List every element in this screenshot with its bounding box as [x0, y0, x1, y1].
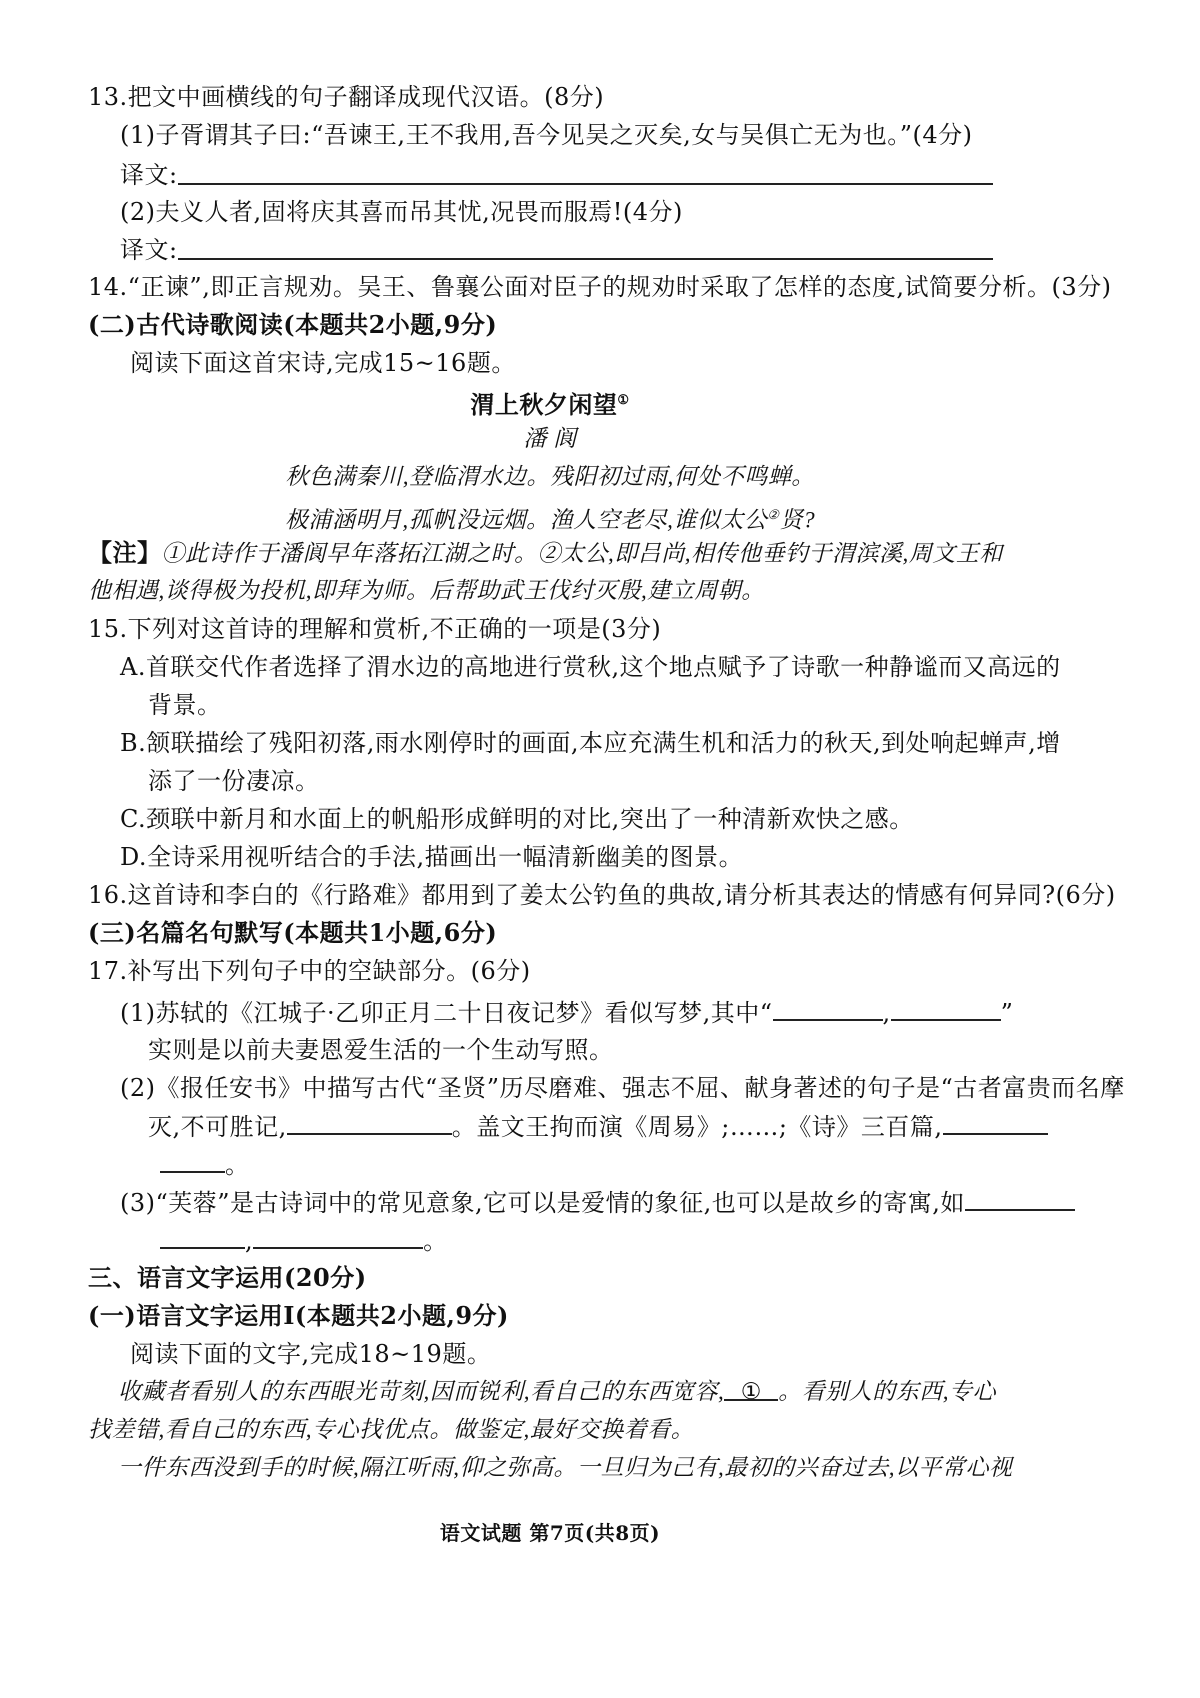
- q18-intro: 阅读下面的文字,完成18~19题。: [130, 1340, 492, 1368]
- q15-option-a[interactable]: A.首联交代作者选择了渭水边的高地进行赏秋,这个地点赋予了诗歌一种静谧而又高远的: [120, 653, 1061, 681]
- q15-option-c[interactable]: C.颈联中新月和水面上的帆船形成鲜明的对比,突出了一种清新欢快之感。: [120, 805, 914, 833]
- part-3-heading: 三、语言文字运用(20分): [88, 1263, 367, 1292]
- q13-label-2: 译文:: [120, 236, 178, 264]
- q17-item-2: (2)《报任安书》中描写古代“圣贤”历尽磨难、强志不屈、献身著述的句子是“古者富贵而名摩: [120, 1074, 1125, 1102]
- blank-3a[interactable]: [965, 1185, 1075, 1211]
- q15-option-b-cont: 添了一份凄凉。: [148, 767, 320, 795]
- page-footer: 语文试题 第7页(共8页): [439, 1521, 661, 1545]
- q13-stem: 13.把文中画横线的句子翻译成现代汉语。(8分): [88, 83, 605, 111]
- q17-stem: 17.补写出下列句子中的空缺部分。(6分): [88, 957, 531, 985]
- poem-title: 渭上秋夕闲望①: [470, 390, 630, 419]
- answer-line-1[interactable]: [178, 183, 993, 185]
- q17-item-3: (3)“芙蓉”是古诗词中的常见意象,它可以是爱情的象征,也可以是故乡的寄寓,如: [120, 1185, 1075, 1220]
- poem-author: 潘 阆: [523, 426, 577, 451]
- q13-label-1: 译文:: [120, 161, 178, 189]
- q15-option-d[interactable]: D.全诗采用视听结合的手法,描画出一幅清新幽美的图景。: [120, 843, 744, 871]
- section-2-intro: 阅读下面这首宋诗,完成15~16题。: [130, 349, 516, 377]
- q17-item-2-cont: 灭,不可胜记, 。盖文王拘而演《周易》;……;《诗》三百篇,: [148, 1109, 1048, 1144]
- answer-line-2[interactable]: [178, 258, 993, 260]
- q17-item-1: (1)苏轼的《江城子·乙卯正月二十日夜记梦》看似写梦,其中“ , ”: [120, 995, 1013, 1030]
- blank-3a-cont[interactable]: [160, 1223, 245, 1249]
- blank-2a[interactable]: [287, 1109, 452, 1135]
- q17-item-2-end: 。: [160, 1147, 250, 1182]
- q14-stem: 14.“正谏”,即正言规劝。吴王、鲁襄公面对臣子的规劝时采取了怎样的态度,试简要分析。(3分): [88, 273, 1112, 301]
- poem-line-1: 秋色满秦川,登临渭水边。残阳初过雨,何处不鸣蝉。: [285, 464, 815, 489]
- passage-blank-1[interactable]: [724, 1375, 778, 1404]
- q15-option-a-cont: 背景。: [148, 691, 222, 719]
- poem-note-line-2: 他相遇,谈得极为投机,即拜为师。后帮助武王伐纣灭殷,建立周朝。: [88, 578, 765, 603]
- section-3-1-heading: (一)语言文字运用Ⅰ(本题共2小题,9分): [88, 1301, 509, 1330]
- q16-stem: 16.这首诗和李白的《行路难》都用到了姜太公钓鱼的典故,请分析其表达的情感有何异同?(6分): [88, 881, 1116, 909]
- blank-1a[interactable]: [773, 995, 883, 1021]
- q13-sentence-2: (2)夫义人者,固将庆其喜而吊其忧,况畏而服焉!(4分): [120, 198, 683, 226]
- poem-note-mark: ①: [617, 393, 630, 408]
- q15-stem: 15.下列对这首诗的理解和赏析,不正确的一项是(3分): [88, 615, 662, 643]
- passage-line-1: 收藏者看别人的东西眼光苛刻,因而锐利,看自己的东西宽容, ① 。看别人的东西,专心: [118, 1375, 996, 1409]
- q17-item-1-cont: 实则是以前夫妻恩爱生活的一个生动写照。: [148, 1036, 614, 1064]
- q15-option-b[interactable]: B.颔联描绘了残阳初落,雨水刚停时的画面,本应充满生机和活力的秋天,到处响起蝉声,增: [120, 729, 1061, 757]
- blank-2b-cont[interactable]: [160, 1147, 225, 1173]
- q17-item-3-cont: , 。: [160, 1223, 448, 1258]
- blank-1b[interactable]: [891, 995, 1001, 1021]
- blank-3b[interactable]: [253, 1223, 423, 1249]
- section-3-heading: (三)名篇名句默写(本题共1小题,6分): [88, 918, 498, 947]
- poem-note-line-1: 【注】①此诗作于潘阆早年落拓江湖之时。②太公,即吕尚,相传他垂钓于渭滨溪,周文王和: [88, 538, 1003, 567]
- section-2-heading: (二)古代诗歌阅读(本题共2小题,9分): [88, 310, 498, 339]
- passage-line-3: 一件东西没到手的时候,隔江听雨,仰之弥高。一旦归为己有,最初的兴奋过去,以平常心视: [118, 1455, 1013, 1480]
- passage-line-2: 找差错,看自己的东西,专心找优点。做鉴定,最好交换着看。: [88, 1417, 695, 1442]
- circled-one-marker: ①: [740, 1379, 762, 1404]
- blank-2b[interactable]: [943, 1109, 1048, 1135]
- poem-line-2: 极浦涵明月,孤帆没远烟。渔人空老尽,谁似太公②贤?: [284, 507, 816, 533]
- q13-sentence-1: (1)子胥谓其子曰:“吾谏王,王不我用,吾今见吴之灭矣,女与吴俱亡无为也。”(4分): [120, 121, 973, 149]
